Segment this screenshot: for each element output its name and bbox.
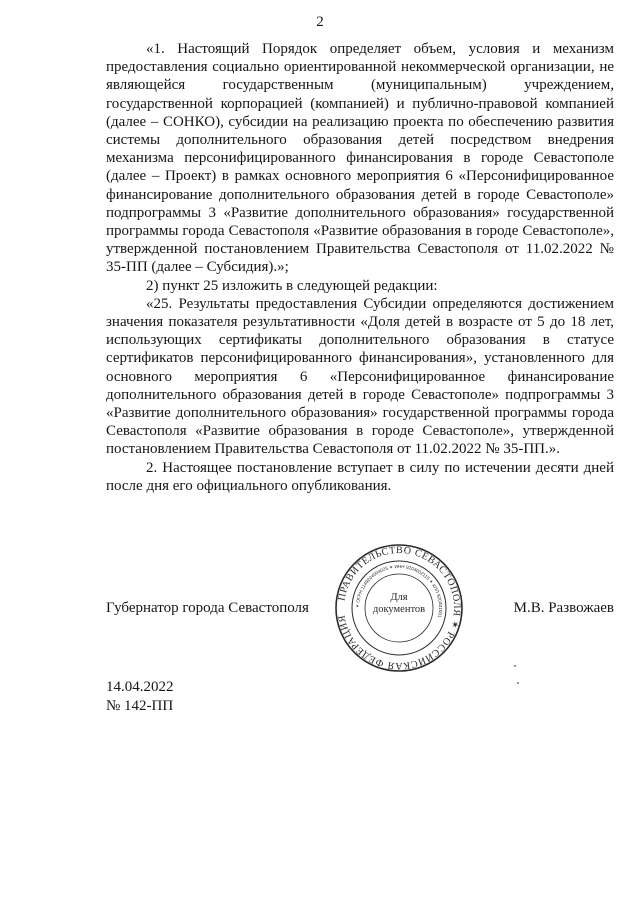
seal-inner-text: ✶ ОГРН 1149204004025 ✶ ИНН 9204002115 ✶ КПП 920401001 bbox=[354, 563, 444, 619]
signatory-name: М.В. Развожаев bbox=[513, 600, 614, 616]
paragraph-4-vstupaet-v-silu: 2. Настоящее постановление вступает в силу по истечении десяти дней после дня его официального опубликования. bbox=[106, 459, 614, 494]
seal-center-label bbox=[333, 592, 465, 616]
paragraph-3-rezultaty: «25. Результаты предоставления Субсидии определяются достижением значения показателя результативности «Доля детей в возрасте от 5 до 18 лет, использующих сертификаты дополнительного образования в статусе сертификатов персонифицированного финансирования», установленного для основного мероприятия 6 «Персонифицированное финансирование дополнительного образования детей в городе Севастополе» подпрограммы 3 «Развитие дополнительного образования» государственной программы города Севастополя «Развитие образования в городе Севастополе», утвержденной постановлением Правительства Севастополя от 11.02.2022 № 35-ПП.». bbox=[106, 295, 614, 458]
page-number: 2 bbox=[316, 14, 324, 30]
signatory-position: Губернатор города Севастополя bbox=[106, 600, 309, 616]
seal-center-line-1: Для bbox=[390, 592, 408, 603]
document-footer bbox=[106, 678, 174, 716]
scan-speck bbox=[517, 682, 519, 684]
seal-center-line-2: документов bbox=[372, 604, 426, 615]
official-seal bbox=[333, 542, 465, 674]
seal-outer-text: ПРАВИТЕЛЬСТВО СЕВАСТОПОЛЯ ✶ РОССИЙСКАЯ ФЕДЕРАЦИЯ bbox=[336, 544, 463, 672]
paragraph-2-punkt-25: 2) пункт 25 изложить в следующей редакции: bbox=[146, 277, 438, 294]
scan-speck bbox=[514, 665, 516, 667]
paragraph-1-porядок: «1. Настоящий Порядок определяет объем, условия и механизм предоставления социально ориентированной некоммерческой организации, не являющейся государственным (муниципальным) учреждением, государственной корпорацией (компанией) и публично-правовой компанией (далее – СОНКО), субсидии на реализацию проекта по обеспечению развития системы дополнительного образования детей посредством внедрения механизма персонифицированного финансирования в городе Севастополе (далее – Проект) в рамках основного мероприятия 6 «Персонифицированное финансирование дополнительного образования детей в городе Севастополе» подпрограммы 3 «Развитие дополнительного образования» государственной программы города Севастополя «Развитие образования в городе Севастополе», утвержденной постановлением Правительства Севастополя от 11.02.2022 № 35-ПП (далее – Субсидия).»; bbox=[106, 41, 614, 276]
document-body bbox=[106, 40, 614, 495]
document-date: 14.04.2022 bbox=[106, 679, 174, 695]
document-number: № 142-ПП bbox=[106, 698, 174, 714]
